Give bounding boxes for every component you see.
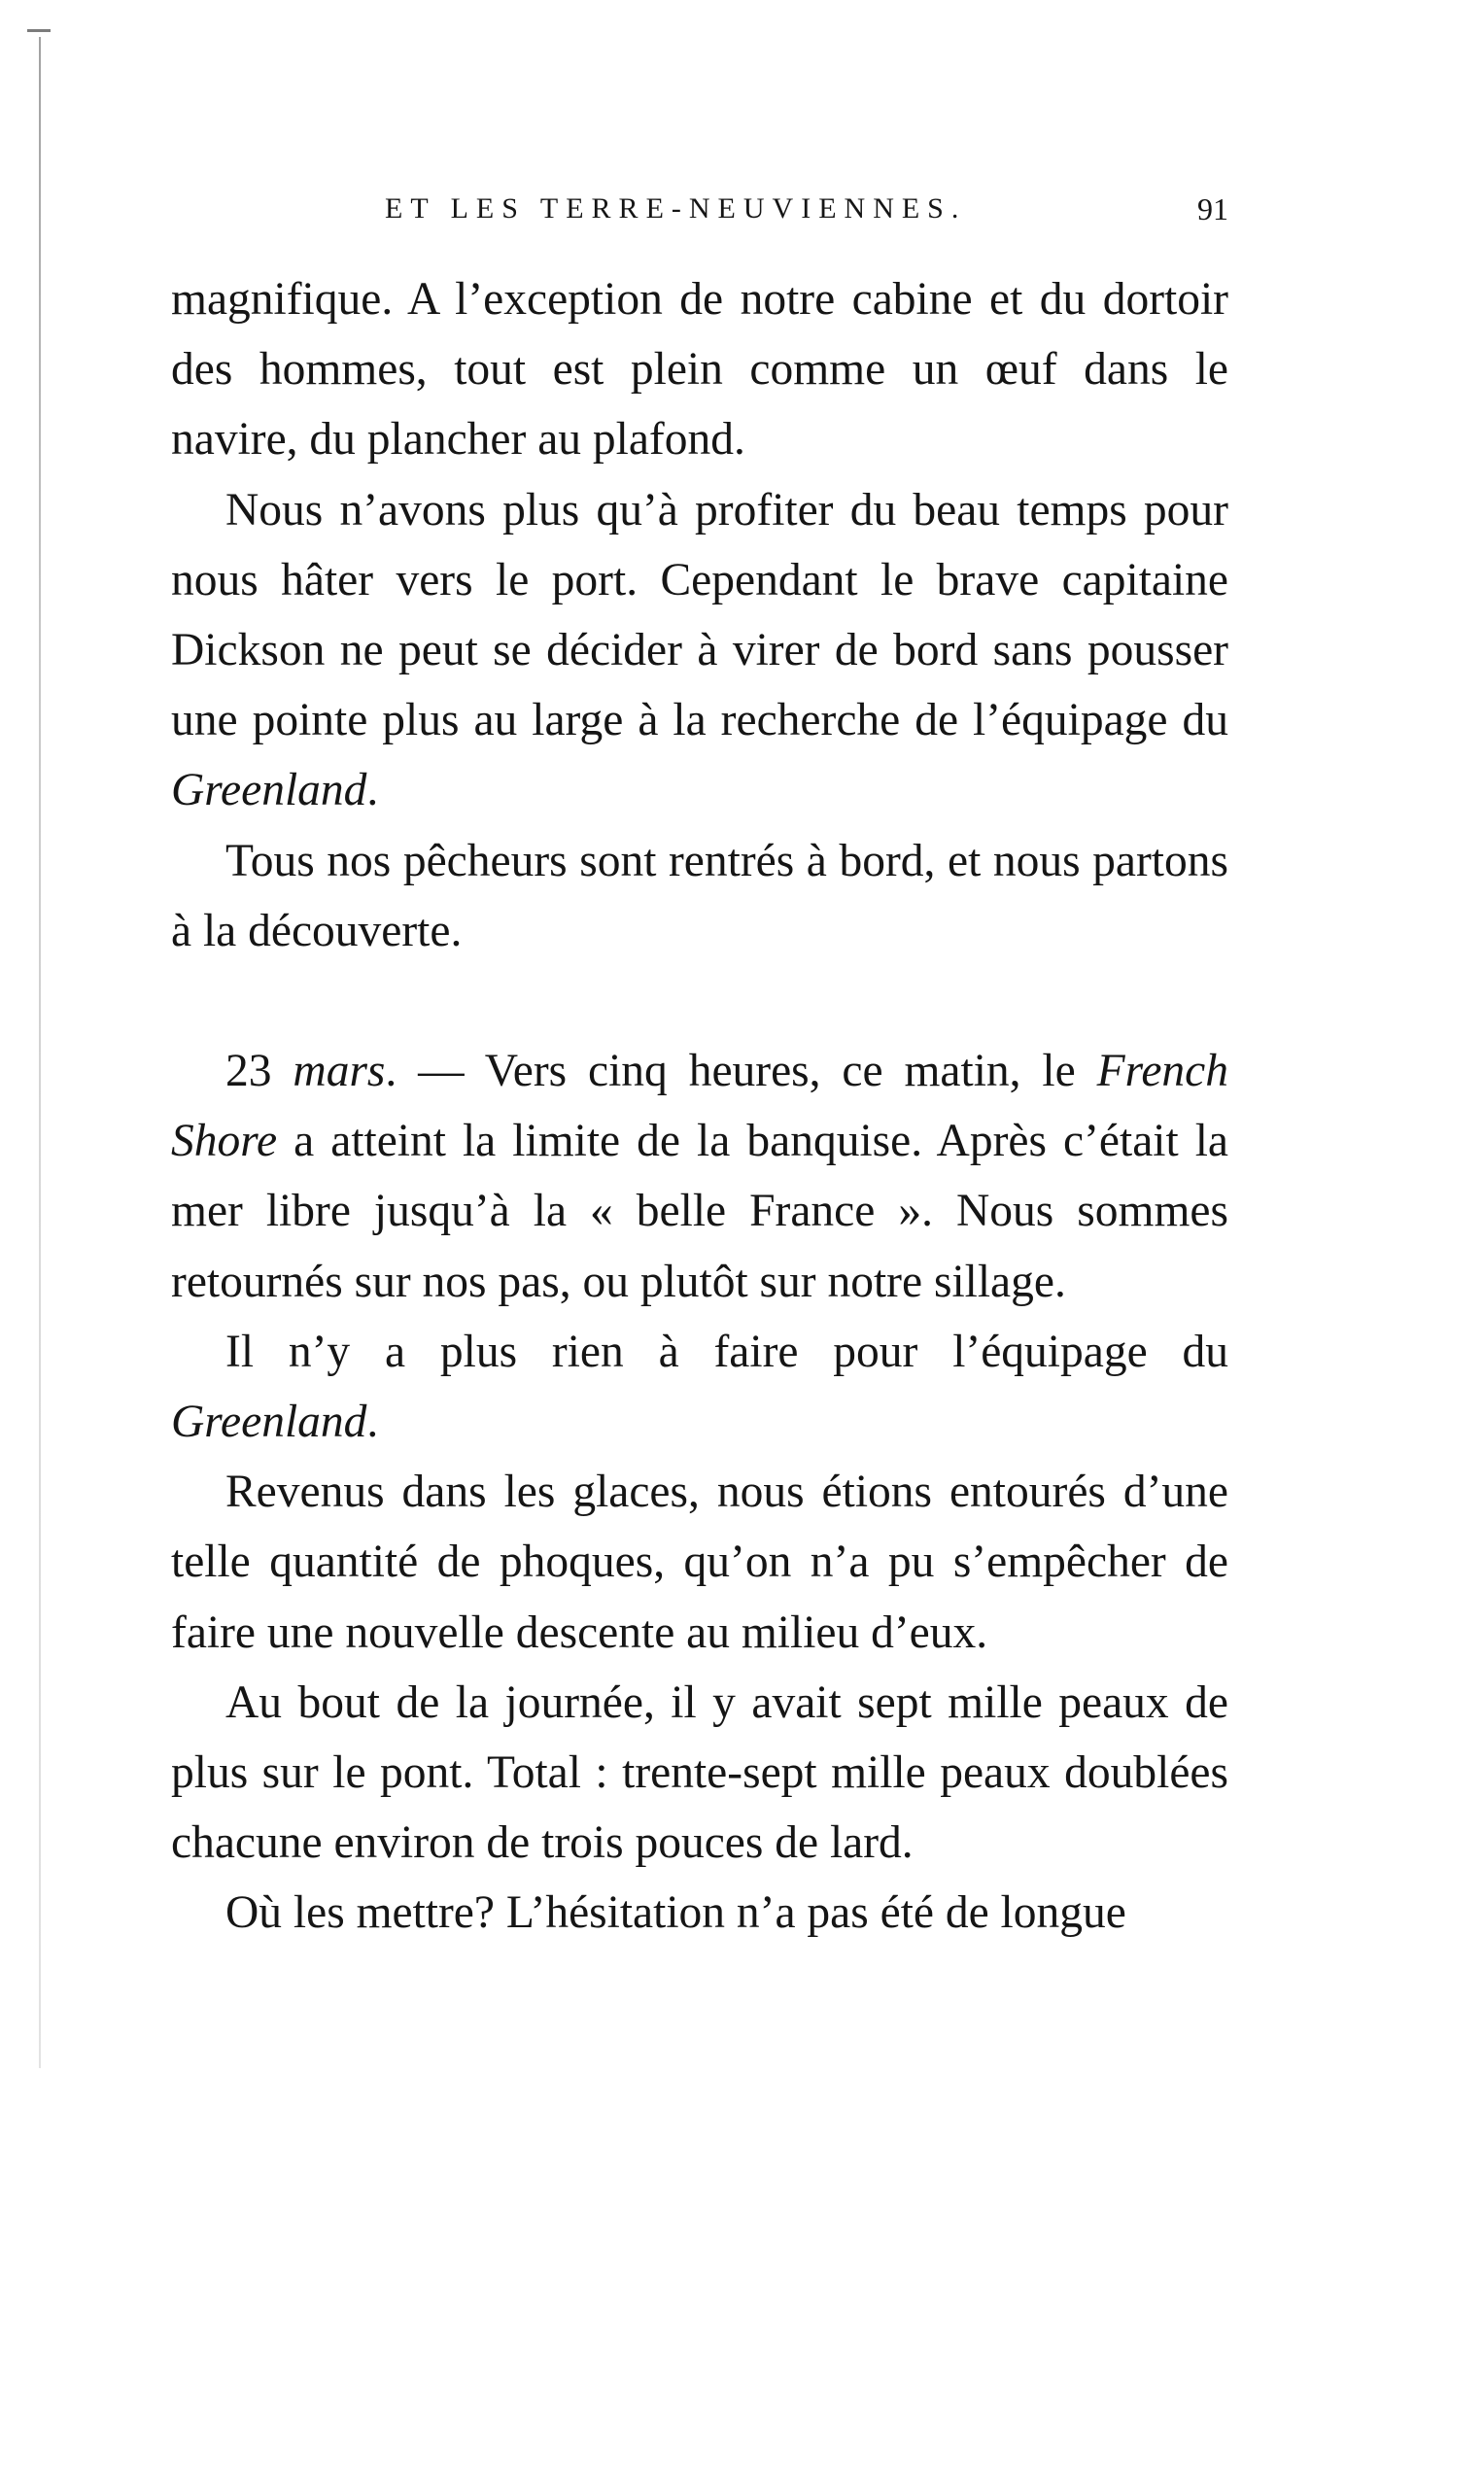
- entry-date-month: mars: [293, 1046, 386, 1097]
- ship-name-greenland: Greenland: [171, 765, 367, 816]
- section-break: [171, 966, 1228, 1036]
- paragraph-1: magnifique. A l’exception de notre cabine et du dortoir des hommes, tout est plein comme un œuf dans le navire, du plancher au plafond.: [171, 274, 1228, 466]
- page-body: [171, 264, 1228, 1949]
- scan-gutter-mark: [27, 29, 51, 32]
- paragraph-4-dated-entry: 23 mars. — Vers cinq heures, ce matin, le French Shore a atteint la limite de la banquise. Après c’était la mer libre jusqu’à la « belle France ». Nous sommes retournés sur nos pas, ou plutôt sur notre sillage.: [171, 1046, 1228, 1307]
- paragraph-7: Au bout de la journée, il y avait sept mille peaux de plus sur le pont. Total : trente-sept mille peaux doublées chacune environ de trois pouces de lard.: [171, 1676, 1228, 1869]
- ship-name-greenland-2: Greenland: [171, 1397, 367, 1448]
- running-title: ET LES TERRE-NEUVIENNES.: [385, 192, 967, 225]
- paragraph-8: Où les mettre? L’hésitation n’a pas été de longue: [225, 1887, 1126, 1939]
- paragraph-6: Revenus dans les glaces, nous étions entourés d’une telle quantité de phoques, qu’on n’a pu s’empêcher de faire une nouvelle descente au milieu d’eux.: [171, 1467, 1228, 1658]
- scan-gutter-line: [39, 37, 41, 2068]
- running-head: [171, 187, 1228, 231]
- entry-date-day: 23: [225, 1046, 293, 1097]
- page-number: 91: [1197, 191, 1228, 226]
- paragraph-2: Nous n’avons plus qu’à profiter du beau temps pour nous hâter vers le port. Cependant le brave capitaine Dickson ne peut se décider à virer de bord sans pousser une pointe plus au large à la recherche de l’équipage du Greenland.: [171, 484, 1228, 816]
- paragraph-3: Tous nos pêcheurs sont rentrés à bord, et nous partons à la découverte.: [171, 835, 1228, 956]
- paragraph-5: Il n’y a plus rien à faire pour l’équipage du Greenland.: [171, 1326, 1228, 1448]
- ship-name-french-shore: French Shore: [171, 1046, 1228, 1167]
